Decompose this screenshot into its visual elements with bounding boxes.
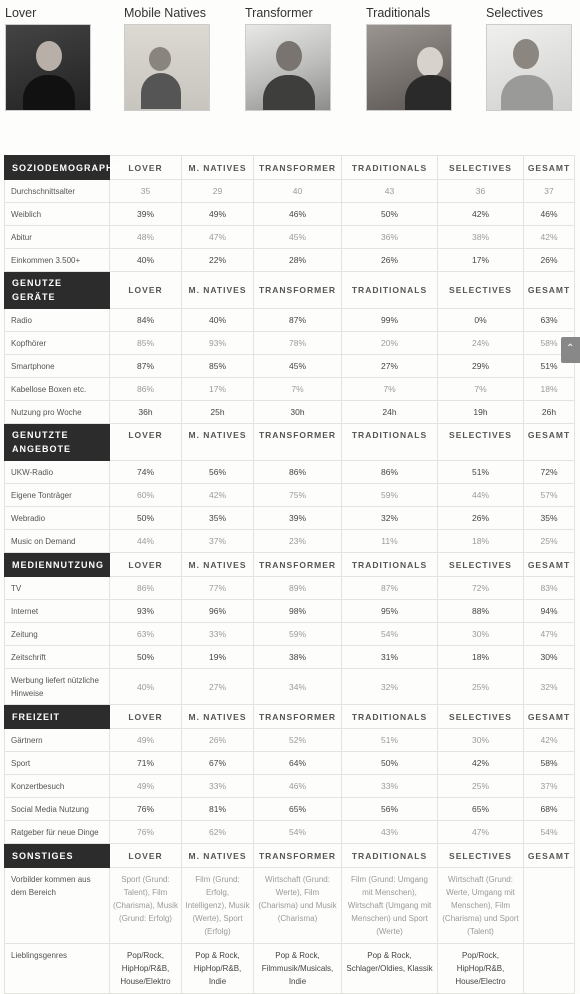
table-cell: 24h [342,401,438,424]
row-label: Weiblich [5,203,110,226]
table-row [5,729,575,752]
table-cell: 25% [438,669,524,705]
row-label: Smartphone [5,355,110,378]
table-cell: 33% [182,775,254,798]
persona-name: Traditionals [366,6,431,20]
table-cell: 40% [182,309,254,332]
table-row [5,669,575,705]
column-header: TRANSFORMER [254,844,342,868]
table-cell: Pop/Rock, HipHop/R&B, House/Elektro [110,944,182,994]
table-row [5,775,575,798]
table-cell: 25h [182,401,254,424]
table-cell: 62% [182,821,254,844]
column-header: LOVER [110,424,182,461]
table-row [5,623,575,646]
table-cell: 30% [438,729,524,752]
table-cell: 30% [524,646,575,669]
column-header: SELECTIVES [438,844,524,868]
table-cell: 54% [524,821,575,844]
table-cell: 50% [110,646,182,669]
table-cell: 49% [110,775,182,798]
table-cell: 58% [524,332,575,355]
table-cell: 93% [110,600,182,623]
persona-name: Selectives [486,6,543,20]
table-cell: 77% [182,577,254,600]
table-cell: Pop & Rock, HipHop/R&B, Indie [182,944,254,994]
table-cell: 28% [254,249,342,272]
table-cell: 36% [342,226,438,249]
table-cell: 36 [438,180,524,203]
column-header: TRANSFORMER [254,705,342,729]
chevron-up-icon: ⌃ [566,343,575,354]
row-label: Eigene Tonträger [5,484,110,507]
column-header: TRANSFORMER [254,272,342,309]
column-header: LOVER [110,272,182,309]
table-cell: 45% [254,226,342,249]
table-cell: 72% [438,577,524,600]
table-cell: 42% [524,226,575,249]
table-cell: 42% [182,484,254,507]
column-header: M. NATIVES [182,705,254,729]
table-cell: 85% [182,355,254,378]
row-label: Vorbilder kommen aus dem Bereich [5,868,110,944]
table-cell: 63% [524,309,575,332]
table-cell: 59% [254,623,342,646]
table-cell: 46% [524,203,575,226]
table-cell: 63% [110,623,182,646]
table-row [5,355,575,378]
persona-photo [245,24,331,111]
column-header: TRADITIONALS [342,272,438,309]
column-header: GESAMT [524,705,575,729]
table-cell: 42% [438,203,524,226]
persona-lover[interactable] [5,6,91,111]
row-label: Kabellose Boxen etc. [5,378,110,401]
row-label: Konzertbesuch [5,775,110,798]
column-header: M. NATIVES [182,553,254,577]
table-cell: 31% [342,646,438,669]
table-cell: 29 [182,180,254,203]
table-cell: 29% [438,355,524,378]
section-header-row [5,272,575,309]
table-cell: 71% [110,752,182,775]
table-cell: 39% [110,203,182,226]
table-cell: 36h [110,401,182,424]
table-cell: 37% [182,530,254,553]
row-label: Ratgeber für neue Dinge [5,821,110,844]
column-header: SELECTIVES [438,156,524,180]
row-label: UKW-Radio [5,461,110,484]
table-cell: 0% [438,309,524,332]
table-cell: 20% [342,332,438,355]
table-row [5,868,575,944]
table-cell: 86% [254,461,342,484]
table-cell: 56% [182,461,254,484]
table-cell: 50% [110,507,182,530]
persona-photo [366,24,452,111]
row-label: Nutzung pro Woche [5,401,110,424]
table-row [5,600,575,623]
table-cell: 87% [342,577,438,600]
column-header: SELECTIVES [438,424,524,461]
column-header: GESAMT [524,844,575,868]
table-row [5,226,575,249]
row-label: Social Media Nutzung [5,798,110,821]
row-label: Abitur [5,226,110,249]
row-label: Webradio [5,507,110,530]
table-cell: 25% [438,775,524,798]
table-cell: 23% [254,530,342,553]
persona-photo [5,24,91,111]
table-cell: 7% [438,378,524,401]
table-cell: Sport (Grund: Talent), Film (Charisma), Musik (Grund: Erfolg) [110,868,182,944]
table-cell: 22% [182,249,254,272]
column-header: LOVER [110,156,182,180]
table-cell: 44% [110,530,182,553]
column-header: TRADITIONALS [342,844,438,868]
section-header-row [5,156,575,180]
table-cell: 85% [110,332,182,355]
table-row [5,507,575,530]
table-cell: 60% [110,484,182,507]
table-cell: 35% [182,507,254,530]
table-cell: 83% [524,577,575,600]
table-cell: 35% [524,507,575,530]
table-cell: 38% [254,646,342,669]
table-cell: 96% [182,600,254,623]
table-cell: 86% [110,577,182,600]
table-cell: 33% [182,623,254,646]
table-cell: 19% [182,646,254,669]
table-cell: 67% [182,752,254,775]
column-header: GESAMT [524,156,575,180]
table-cell: 18% [438,530,524,553]
column-header: GESAMT [524,424,575,461]
column-header: SELECTIVES [438,272,524,309]
table-cell: 47% [524,623,575,646]
table-row [5,401,575,424]
section-title: GENUTZTE ANGEBOTE [5,424,110,461]
table-row [5,378,575,401]
column-header: M. NATIVES [182,272,254,309]
table-cell: 18% [524,378,575,401]
table-cell: 42% [438,752,524,775]
table-cell: 43% [342,821,438,844]
persona-name: Lover [5,6,37,20]
table-cell: 11% [342,530,438,553]
table-row [5,484,575,507]
table-cell: 93% [182,332,254,355]
column-header: M. NATIVES [182,156,254,180]
column-header: TRADITIONALS [342,156,438,180]
table-cell: 46% [254,203,342,226]
table-cell: 81% [182,798,254,821]
row-label: Kopfhörer [5,332,110,355]
table-cell: 51% [438,461,524,484]
table-cell: 26% [342,249,438,272]
table-cell: 54% [342,623,438,646]
column-header: TRANSFORMER [254,424,342,461]
section-header-row [5,705,575,729]
table-cell: 18% [438,646,524,669]
table-cell: 64% [254,752,342,775]
table-cell: 52% [254,729,342,752]
table-cell [524,944,575,994]
persona-transformer[interactable] [245,6,331,111]
row-label: TV [5,577,110,600]
table-cell: 32% [342,669,438,705]
table-cell: 59% [342,484,438,507]
table-row [5,249,575,272]
table-cell: 37 [524,180,575,203]
persona-traditionals[interactable] [366,6,452,111]
table-cell: 47% [182,226,254,249]
segment-statistics-table [4,155,575,994]
section-title: SOZIODEMOGRAPHIE [5,156,110,180]
table-cell: 68% [524,798,575,821]
table-cell: 7% [342,378,438,401]
table-cell: 57% [524,484,575,507]
row-label: Zeitung [5,623,110,646]
column-header: LOVER [110,553,182,577]
column-header: TRADITIONALS [342,553,438,577]
table-cell: 87% [110,355,182,378]
table-cell: 32% [524,669,575,705]
table-cell: 44% [438,484,524,507]
table-cell: 78% [254,332,342,355]
column-header: GESAMT [524,272,575,309]
table-cell: 35 [110,180,182,203]
table-cell: 58% [524,752,575,775]
table-cell: 26% [182,729,254,752]
table-cell: 46% [254,775,342,798]
row-label: Lieblingsgenres [5,944,110,994]
table-cell: 98% [254,600,342,623]
table-cell [524,868,575,944]
section-title: FREIZEIT [5,705,110,729]
row-label: Werbung liefert nützliche Hinweise [5,669,110,705]
column-header: M. NATIVES [182,844,254,868]
table-cell: 75% [254,484,342,507]
section-title: GENUTZE GERÄTE [5,272,110,309]
table-cell: 51% [342,729,438,752]
persona-name: Transformer [245,6,313,20]
table-cell: 40 [254,180,342,203]
table-cell: 76% [110,821,182,844]
table-cell: 43 [342,180,438,203]
row-label: Music on Demand [5,530,110,553]
row-label: Internet [5,600,110,623]
table-cell: 30h [254,401,342,424]
table-row [5,798,575,821]
table-cell: 17% [182,378,254,401]
table-cell: 26% [524,249,575,272]
table-cell: 86% [342,461,438,484]
table-cell: Pop & Rock, Schlager/Oldies, Klassik [342,944,438,994]
table-cell: 65% [438,798,524,821]
column-header: SELECTIVES [438,553,524,577]
table-cell: 50% [342,203,438,226]
table-cell: 26h [524,401,575,424]
table-cell: 42% [524,729,575,752]
table-cell: 33% [342,775,438,798]
table-cell: 27% [182,669,254,705]
table-cell: 56% [342,798,438,821]
persona-selectives[interactable] [486,6,572,111]
table-row [5,944,575,994]
table-cell: 30% [438,623,524,646]
table-cell: Pop/Rock, HipHop/R&B, House/Electro [438,944,524,994]
row-label: Gärtnern [5,729,110,752]
persona-photo [124,24,210,111]
column-header: SELECTIVES [438,705,524,729]
persona-name: Mobile Natives [124,6,206,20]
table-cell: 45% [254,355,342,378]
table-cell: 24% [438,332,524,355]
table-cell: Wirtschaft (Grund: Werte, Umgang mit Menschen), Film (Charisma) und Sport (Talent) [438,868,524,944]
table-cell: 88% [438,600,524,623]
table-row [5,461,575,484]
section-header-row [5,424,575,461]
table-cell: 48% [110,226,182,249]
table-cell: Wirtschaft (Grund: Werte), Film (Charisma) und Musik (Charisma) [254,868,342,944]
row-label: Zeitschrift [5,646,110,669]
table-cell: Pop & Rock, Filmmusik/Musicals, Indie [254,944,342,994]
table-cell: 49% [182,203,254,226]
table-cell: 99% [342,309,438,332]
section-title: MEDIENNUTZUNG [5,553,110,577]
table-row [5,332,575,355]
table-row [5,530,575,553]
section-title: SONSTIGES [5,844,110,868]
column-header: M. NATIVES [182,424,254,461]
table-cell: 37% [524,775,575,798]
column-header: TRANSFORMER [254,156,342,180]
table-cell: 47% [438,821,524,844]
table-row [5,203,575,226]
table-row [5,752,575,775]
table-cell: 32% [342,507,438,530]
column-header: TRADITIONALS [342,424,438,461]
table-cell: 51% [524,355,575,378]
table-cell: 72% [524,461,575,484]
table-cell: 95% [342,600,438,623]
table-cell: Film (Grund: Erfolg, Intelligenz), Musik (Werte), Sport (Erfolg) [182,868,254,944]
table-cell: 7% [254,378,342,401]
table-cell: 19h [438,401,524,424]
persona-strip [0,0,580,118]
table-cell: 34% [254,669,342,705]
table-cell: 84% [110,309,182,332]
table-cell: 38% [438,226,524,249]
row-label: Radio [5,309,110,332]
table-cell: 86% [110,378,182,401]
table-cell: 89% [254,577,342,600]
row-label: Durchschnittsalter [5,180,110,203]
table-row [5,309,575,332]
table-row [5,646,575,669]
row-label: Einkommen 3.500+ [5,249,110,272]
column-header: TRADITIONALS [342,705,438,729]
column-header: TRANSFORMER [254,553,342,577]
table-cell: 39% [254,507,342,530]
table-cell: 40% [110,249,182,272]
row-label: Sport [5,752,110,775]
persona-photo [486,24,572,111]
column-header: LOVER [110,844,182,868]
table-cell: 65% [254,798,342,821]
table-cell: 49% [110,729,182,752]
table-cell: 26% [438,507,524,530]
persona-mobile-natives[interactable] [124,6,210,111]
table-row [5,821,575,844]
table-cell: 17% [438,249,524,272]
table-cell: Film (Grund: Umgang mit Menschen), Wirtschaft (Umgang mit Menschen) und Sport (Werte) [342,868,438,944]
table-cell: 27% [342,355,438,378]
table-cell: 87% [254,309,342,332]
column-header: LOVER [110,705,182,729]
scroll-to-top-button[interactable] [561,337,580,363]
table-row [5,180,575,203]
section-header-row [5,553,575,577]
table-cell: 40% [110,669,182,705]
table-cell: 94% [524,600,575,623]
section-header-row [5,844,575,868]
table-cell: 25% [524,530,575,553]
table-cell: 76% [110,798,182,821]
table-cell: 74% [110,461,182,484]
table-cell: 54% [254,821,342,844]
table-row [5,577,575,600]
table-cell: 50% [342,752,438,775]
column-header: GESAMT [524,553,575,577]
